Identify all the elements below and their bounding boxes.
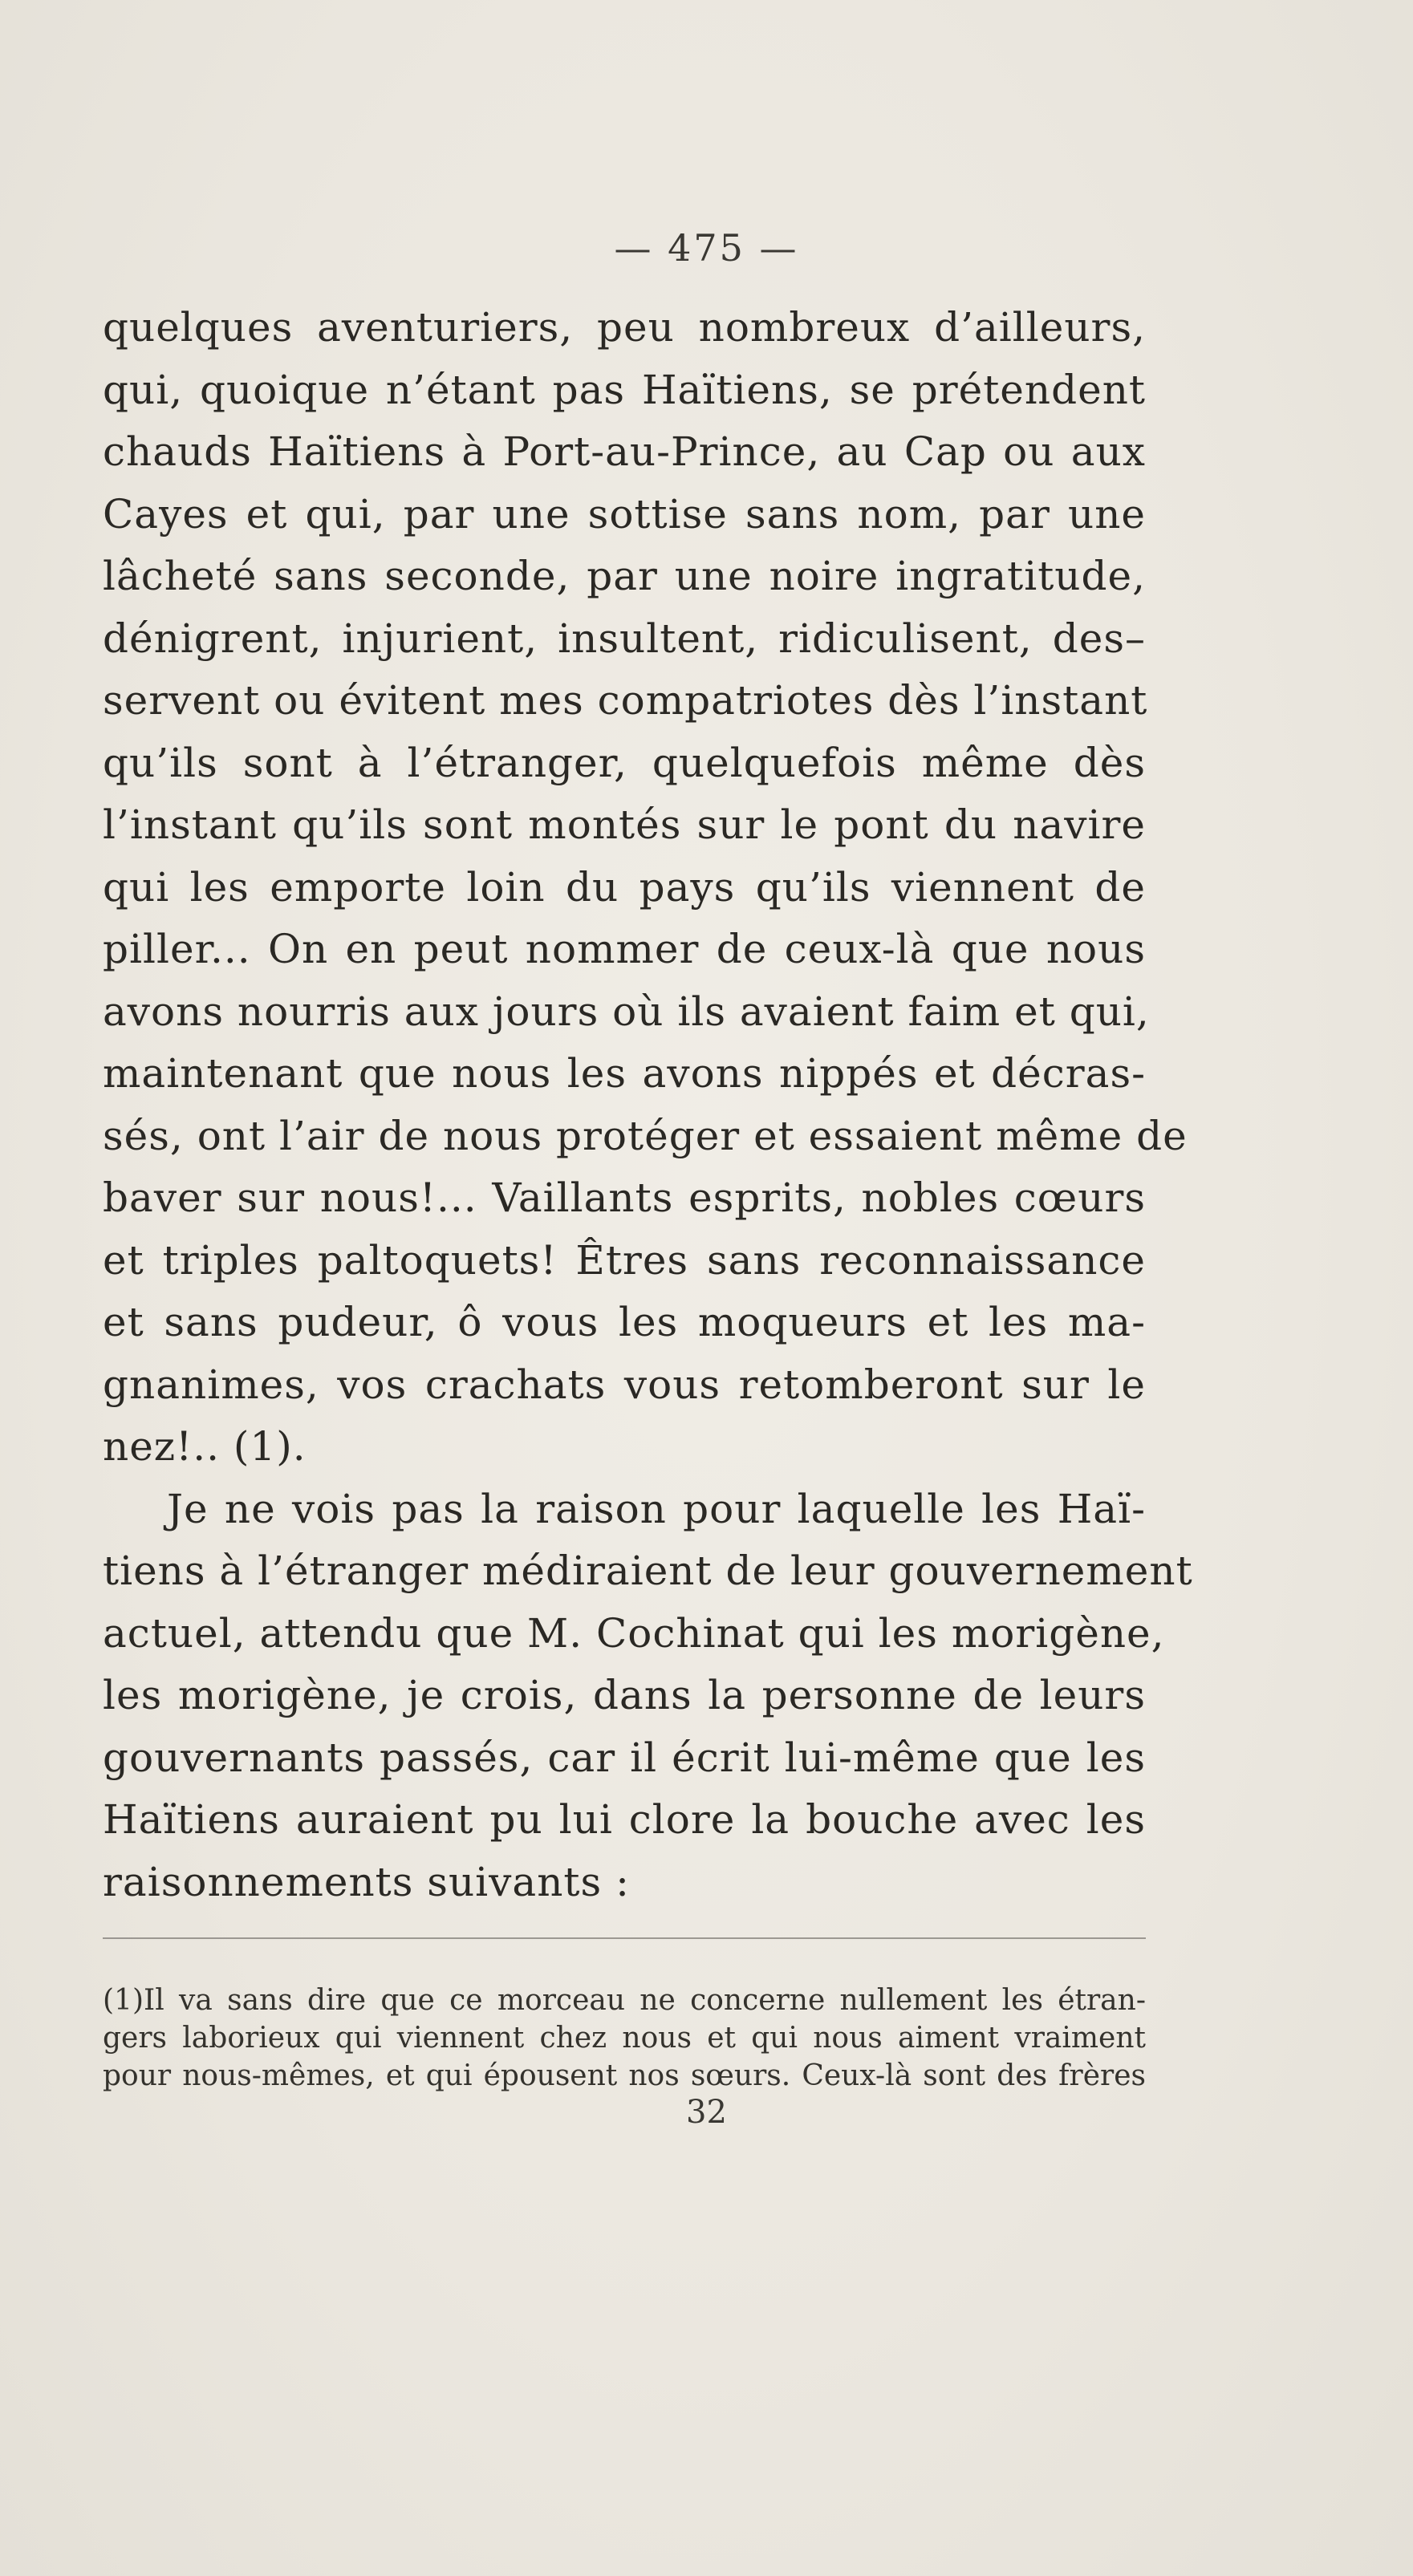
footnote-line: gers laborieux qui viennent chez nous et qui nous aiment vraiment — [103, 2022, 1146, 2055]
text-line: et triples paltoquets! Êtres sans reconnaissance — [103, 1236, 1146, 1284]
text-line: raisonnements suivants : — [103, 1858, 630, 1905]
text-line: actuel, attendu que M. Cochinat qui les morigène, — [103, 1609, 1165, 1657]
text-line: gouvernants passés, car il écrit lui-même que les — [103, 1734, 1146, 1781]
text-line: tiens à l’étranger médiraient de leur gouvernement — [103, 1548, 1193, 1594]
text-line: dénigrent, injurient, insultent, ridiculisent, des– — [103, 615, 1146, 662]
text-line: nez!.. (1). — [103, 1423, 307, 1470]
text-line: l’instant qu’ils sont montés sur le pont du navire — [103, 801, 1146, 848]
text-line: gnanimes, vos crachats vous retomberont sur le — [103, 1361, 1146, 1408]
text-line: quelques aventuriers, peu nombreux d’ailleurs, — [103, 304, 1146, 351]
text-line: baver sur nous!... Vaillants esprits, nobles cœurs — [103, 1174, 1146, 1221]
text-line: Cayes et qui, par une sottise sans nom, par une — [103, 490, 1146, 538]
text-line: qui les emporte loin du pays qu’ils viennent de — [103, 863, 1146, 911]
footnote-line: pour nous-mêmes, et qui épousent nos sœurs. Ceux-là sont des frères — [103, 2059, 1146, 2092]
text-line: qu’ils sont à l’étranger, quelquefois même dès — [103, 739, 1146, 786]
text-line: sés, ont l’air de nous protéger et essaient même de — [103, 1112, 1188, 1159]
text-line: Haïtiens auraient pu lui clore la bouche avec les — [103, 1796, 1146, 1843]
text-line: maintenant que nous les avons nippés et décras- — [103, 1050, 1146, 1097]
signature-mark: 32 — [686, 2094, 727, 2131]
text-line: chauds Haïtiens à Port-au-Prince, au Cap ou aux — [103, 428, 1146, 475]
paragraph-start-line: Je ne vois pas la raison pour laquelle les Haï- — [167, 1485, 1146, 1532]
body-text — [103, 297, 1193, 1913]
text-line: et sans pudeur, ô vous les moqueurs et les ma- — [103, 1299, 1146, 1345]
text-line: avons nourris aux jours où ils avaient faim et qui, — [103, 988, 1150, 1035]
text-line: piller... On en peut nommer de ceux-là que nous — [103, 926, 1146, 972]
text-line: les morigène, je crois, dans la personne de leurs — [103, 1672, 1146, 1718]
text-line: qui, quoique n’étant pas Haïtiens, se prétendent — [103, 366, 1146, 413]
page-number: — 475 — — [614, 226, 799, 270]
footnote-divider — [103, 1937, 1146, 1939]
text-line: servent ou évitent mes compatriotes dès l’instant — [103, 677, 1148, 724]
footnote-line: (1)Il va sans dire que ce morceau ne concerne nullement les étran- — [103, 1984, 1146, 2017]
footnote — [103, 1982, 1146, 2095]
text-line: lâcheté sans seconde, par une noire ingratitude, — [103, 553, 1146, 599]
